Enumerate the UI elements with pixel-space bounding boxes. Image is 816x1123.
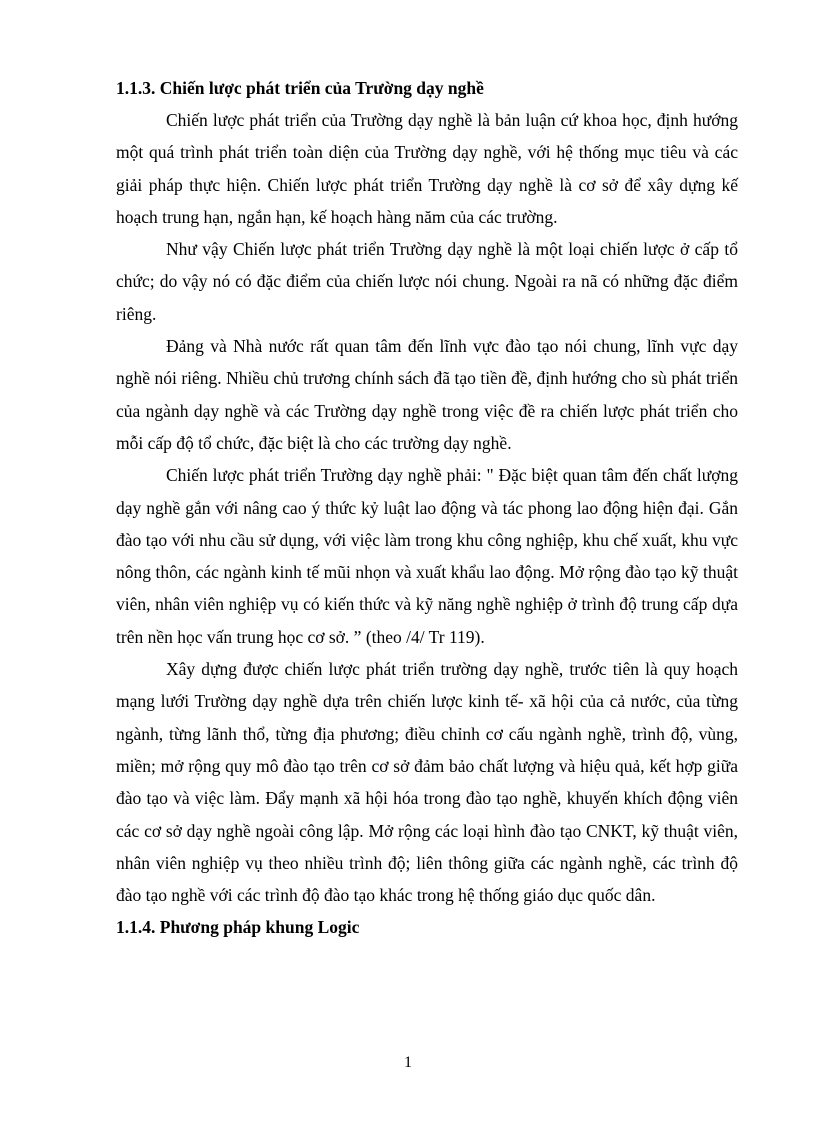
paragraph-3: Đảng và Nhà nước rất quan tâm đến lĩnh vực đào tạo nói chung, lĩnh vực dạy nghề nói riêng. Nhiều chủ trương chính sách đã tạo tiền đề, định hướng cho sù phát triển của ngành dạy nghề và các Trường dạy nghề trong việc đề ra chiến lược phát triển cho mỗi cấp độ tổ chức, đặc biệt là cho các trường dạy nghề.: [116, 336, 738, 453]
paragraph-2: Như vậy Chiến lược phát triển Trường dạy nghề là một loại chiến lược ở cấp tổ chức; do vậy nó có đặc điểm của chiến lược nói chung. Ngoài ra nã có những đặc điểm riêng.: [116, 239, 738, 324]
section-heading-1-1-3: 1.1.3. Chiến lược phát triển của Trường dạy nghề: [116, 78, 484, 98]
page-number: 1: [404, 1054, 412, 1071]
paragraph-5: Xây dựng được chiến lược phát triển trường dạy nghề, trước tiên là quy hoạch mạng lưới Trường dạy nghề dựa trên chiến lược kinh tế- xã hội của cả nước, của từng ngành, từng lãnh thổ, từng địa phương; điều chỉnh cơ cấu ngành nghề, trình độ, vùng, miền; mở rộng quy mô đào tạo trên cơ sở đảm bảo chất lượng và hiệu quả, kết hợp giữa đào tạo và việc làm. Đẩy mạnh xã hội hóa trong đào tạo nghề, khuyến khích động viên các cơ sở dạy nghề ngoài công lập. Mở rộng các loại hình đào tạo CNKT, kỹ thuật viên, nhân viên nghiệp vụ theo nhiều trình độ; liên thông giữa các ngành nghề, các trình độ đào tạo nghề với các trình độ đào tạo khác trong hệ thống giáo dục quốc dân.: [116, 659, 738, 906]
page-content: [116, 72, 738, 943]
paragraph-4: Chiến lược phát triển Trường dạy nghề phải: " Đặc biệt quan tâm đến chất lượng dạy nghề gắn với nâng cao ý thức kỷ luật lao động và tác phong lao động hiện đại. Gắn đào tạo với nhu cầu sử dụng, với việc làm trong khu công nghiệp, khu chế xuất, khu vực nông thôn, các ngành kinh tế mũi nhọn và xuất khẩu lao động. Mở rộng đào tạo kỹ thuật viên, nhân viên nghiệp vụ có kiến thức và kỹ năng nghề nghiệp ở trình độ trung cấp dựa trên nền học vấn trung học cơ sở. ” (theo /4/ Tr 119).: [116, 465, 738, 647]
paragraph-1: Chiến lược phát triển của Trường dạy nghề là bản luận cứ khoa học, định hướng một quá trình phát triển toàn diện của Trường dạy nghề, với hệ thống mục tiêu và các giải pháp thực hiện. Chiến lược phát triển Trường dạy nghề là cơ sở để xây dựng kế hoạch trung hạn, ngắn hạn, kế hoạch hàng năm của các trường.: [116, 110, 738, 227]
section-heading-1-1-4: 1.1.4. Phương pháp khung Logic: [116, 917, 360, 938]
